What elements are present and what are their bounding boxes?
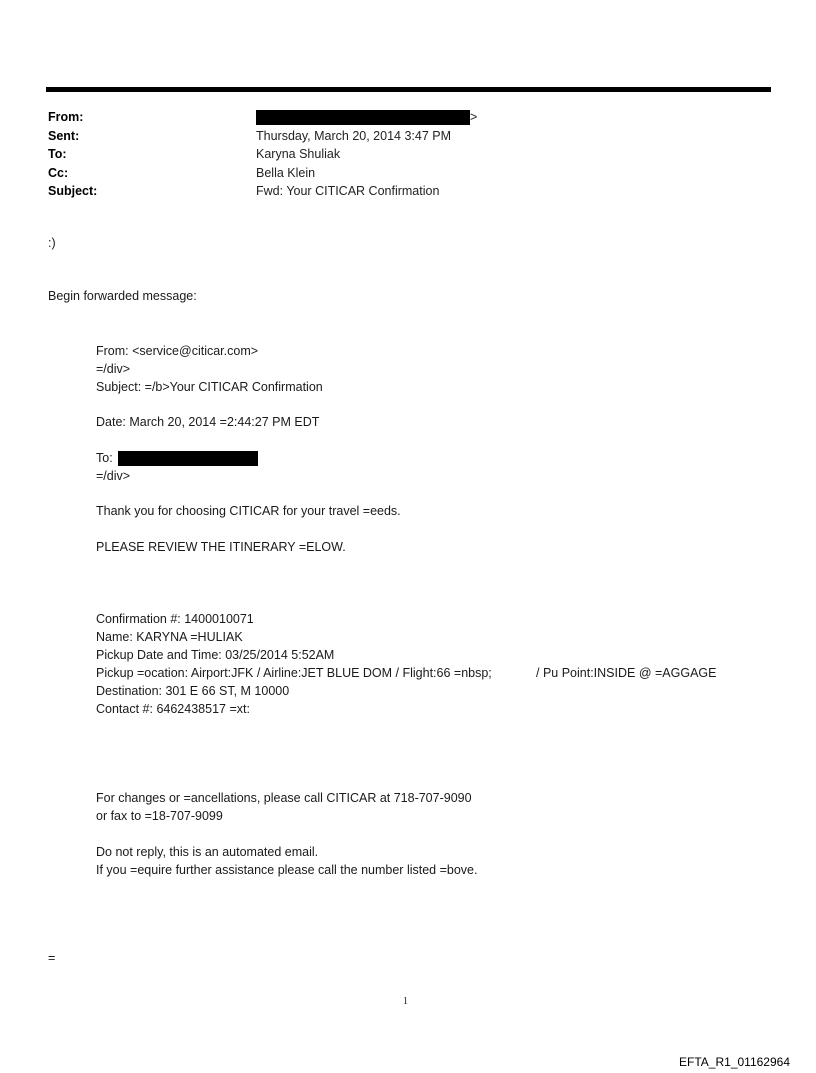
document-id: EFTA_R1_01162964 [679,1055,790,1069]
to-label: To: [48,147,67,161]
fwd-to-label: To: [96,451,113,465]
noreply-notice [96,843,477,879]
thank-you [96,502,401,520]
from-label: From: [48,110,84,124]
fwd-div-2: =/div> [96,469,131,483]
cc-label: Cc: [48,165,69,180]
subject-value: Fwd: Your CITICAR Confirmation [256,184,440,198]
fwd-from: From: <service@citicar.com> [96,344,259,358]
fwd-to-block [96,449,258,485]
fwd-div: =/div> [96,362,131,376]
fwd-subject: Subject: =/b>Your CITICAR Confirmation [96,380,323,394]
fwd-to [96,449,258,467]
page-number: 1 [403,996,408,1007]
pickup-location [96,664,717,682]
redaction-box [256,110,470,125]
email-header [48,108,477,201]
from-row [48,108,477,127]
sent-value: Thursday, March 20, 2014 3:47 PM [256,128,452,143]
smiley-text: :) [48,236,56,250]
changes-text-1: For changes or =ancellations, please call CITICAR at 718-707-9090 [96,791,472,805]
changes-notice [96,789,472,825]
from-value [256,108,477,127]
confirmation-number: Confirmation #: 1400010071 [96,612,254,626]
pickup-location-text: Pickup =ocation: Airport:JFK / Airline:JET BLUE DOM / Flight:66 =nbsp; [96,666,492,680]
contact-number: Contact #: 6462438517 =xt: [96,702,250,716]
fwd-date-text: Date: March 20, 2014 =2:44:27 PM EDT [96,415,320,429]
pickup-point-text: / Pu Point:INSIDE @ =AGGAGE [536,666,717,680]
sent-row [48,127,477,146]
passenger-name: Name: KARYNA =HULIAK [96,630,243,644]
trailing-equals: = [48,951,56,965]
fwd-date [96,413,319,431]
changes-text-2: or fax to =18-707-9099 [96,809,223,823]
cc-value: Bella Klein [256,165,316,180]
redaction-box [118,451,258,466]
begin-forwarded-text: Begin forwarded message: [48,289,197,303]
to-value: Karyna Shuliak [256,147,341,161]
forwarded-headers [96,342,323,396]
noreply-text-1: Do not reply, this is an automated email. [96,845,319,859]
destination: Destination: 301 E 66 ST, M 10000 [96,684,290,698]
noreply-text-2: If you =equire further assistance please call the number listed =bove. [96,863,478,877]
from-suffix: > [470,110,478,124]
itinerary-details [96,610,717,718]
thank-you-text: Thank you for choosing CITICAR for your travel =eeds. [96,504,401,518]
review-notice [96,538,346,556]
to-row [48,145,477,164]
pickup-datetime: Pickup Date and Time: 03/25/2014 5:52AM [96,648,335,662]
cc-row [48,164,477,183]
review-text: PLEASE REVIEW THE ITINERARY =ELOW. [96,540,346,554]
subject-row [48,182,477,201]
header-rule [46,87,771,92]
sent-label: Sent: [48,128,80,143]
subject-label: Subject: [48,184,98,198]
